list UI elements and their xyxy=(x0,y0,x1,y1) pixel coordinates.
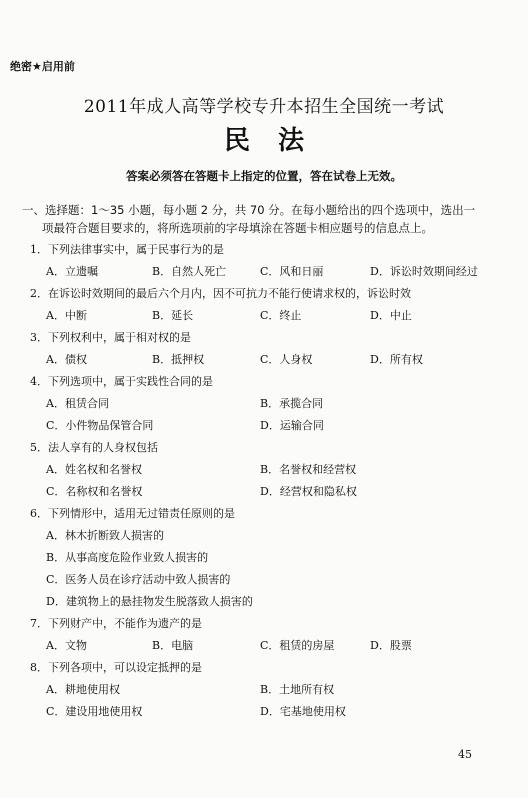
question-stem: 8．下列各项中，可以设定抵押的是 xyxy=(30,661,202,674)
option: D．诉讼时效期间经过 xyxy=(370,265,478,278)
option: D．运输合同 xyxy=(260,419,324,432)
option: B．自然人死亡 xyxy=(152,265,227,278)
option: B．抵押权 xyxy=(152,353,205,366)
option: C．名称权和名誉权 xyxy=(46,485,143,498)
option: A．林木折断致人损害的 xyxy=(46,529,164,542)
option: C．风和日丽 xyxy=(260,265,324,278)
question-stem: 6．下列情形中，适用无过错责任原则的是 xyxy=(30,507,235,520)
option: C．租赁的房屋 xyxy=(260,639,335,652)
option: B．承揽合同 xyxy=(260,397,324,410)
section-instruction-line1: 一、选择题：1～35 小题，每小题 2 分，共 70 分。在每小题给出的四个选项中，选出一 xyxy=(22,203,476,217)
question-stem: 4．下列选项中，属于实践性合同的是 xyxy=(30,375,213,388)
option: D．宅基地使用权 xyxy=(260,705,346,718)
option: C．医务人员在诊疗活动中致人损害的 xyxy=(46,573,231,586)
option: B．从事高度危险作业致人损害的 xyxy=(46,551,209,564)
question-stem: 1．下列法律事实中，属于民事行为的是 xyxy=(30,243,224,256)
option: C．小件物品保管合同 xyxy=(46,419,154,432)
option: D．经营权和隐私权 xyxy=(260,485,357,498)
option: B．电脑 xyxy=(152,639,194,652)
option: A．耕地使用权 xyxy=(46,683,120,696)
option: B．名誉权和经营权 xyxy=(260,463,357,476)
confidential-mark: 绝密★启用前 xyxy=(10,60,75,73)
option: C．人身权 xyxy=(260,353,313,366)
question-stem: 7．下列财产中，不能作为遗产的是 xyxy=(30,617,202,630)
option: B．延长 xyxy=(152,309,194,322)
option: A．租赁合同 xyxy=(46,397,109,410)
page-number: 45 xyxy=(458,748,472,761)
section-instruction-line2: 项最符合题目要求的，将所选项前的字母填涂在答题卡相应题号的信息点上。 xyxy=(42,221,433,235)
question-stem: 2．在诉讼时效期间的最后六个月内，因不可抗力不能行使请求权的，诉讼时效 xyxy=(30,287,411,300)
option: C．终止 xyxy=(260,309,302,322)
option: D．中止 xyxy=(370,309,412,322)
option: A．文物 xyxy=(46,639,87,652)
option: A．中断 xyxy=(46,309,87,322)
question-stem: 3．下列权利中，属于相对权的是 xyxy=(30,331,191,344)
subject-title: 民法 xyxy=(223,126,332,156)
option: D．所有权 xyxy=(370,353,423,366)
option: D．股票 xyxy=(370,639,412,652)
exam-title: 2011年成人高等学校专升本招生全国统一考试 xyxy=(83,97,445,117)
option: A．姓名权和名誉权 xyxy=(46,463,142,476)
answer-notice: 答案必须答在答题卡上指定的位置，答在试卷上无效。 xyxy=(126,169,402,183)
option: A．债权 xyxy=(46,353,87,366)
option: D．建筑物上的悬挂物发生脱落致人损害的 xyxy=(46,595,253,608)
question-stem: 5．法人享有的人身权包括 xyxy=(30,441,158,454)
option: B．土地所有权 xyxy=(260,683,335,696)
option: C．建设用地使用权 xyxy=(46,705,143,718)
option: A．立遗嘱 xyxy=(46,265,98,278)
